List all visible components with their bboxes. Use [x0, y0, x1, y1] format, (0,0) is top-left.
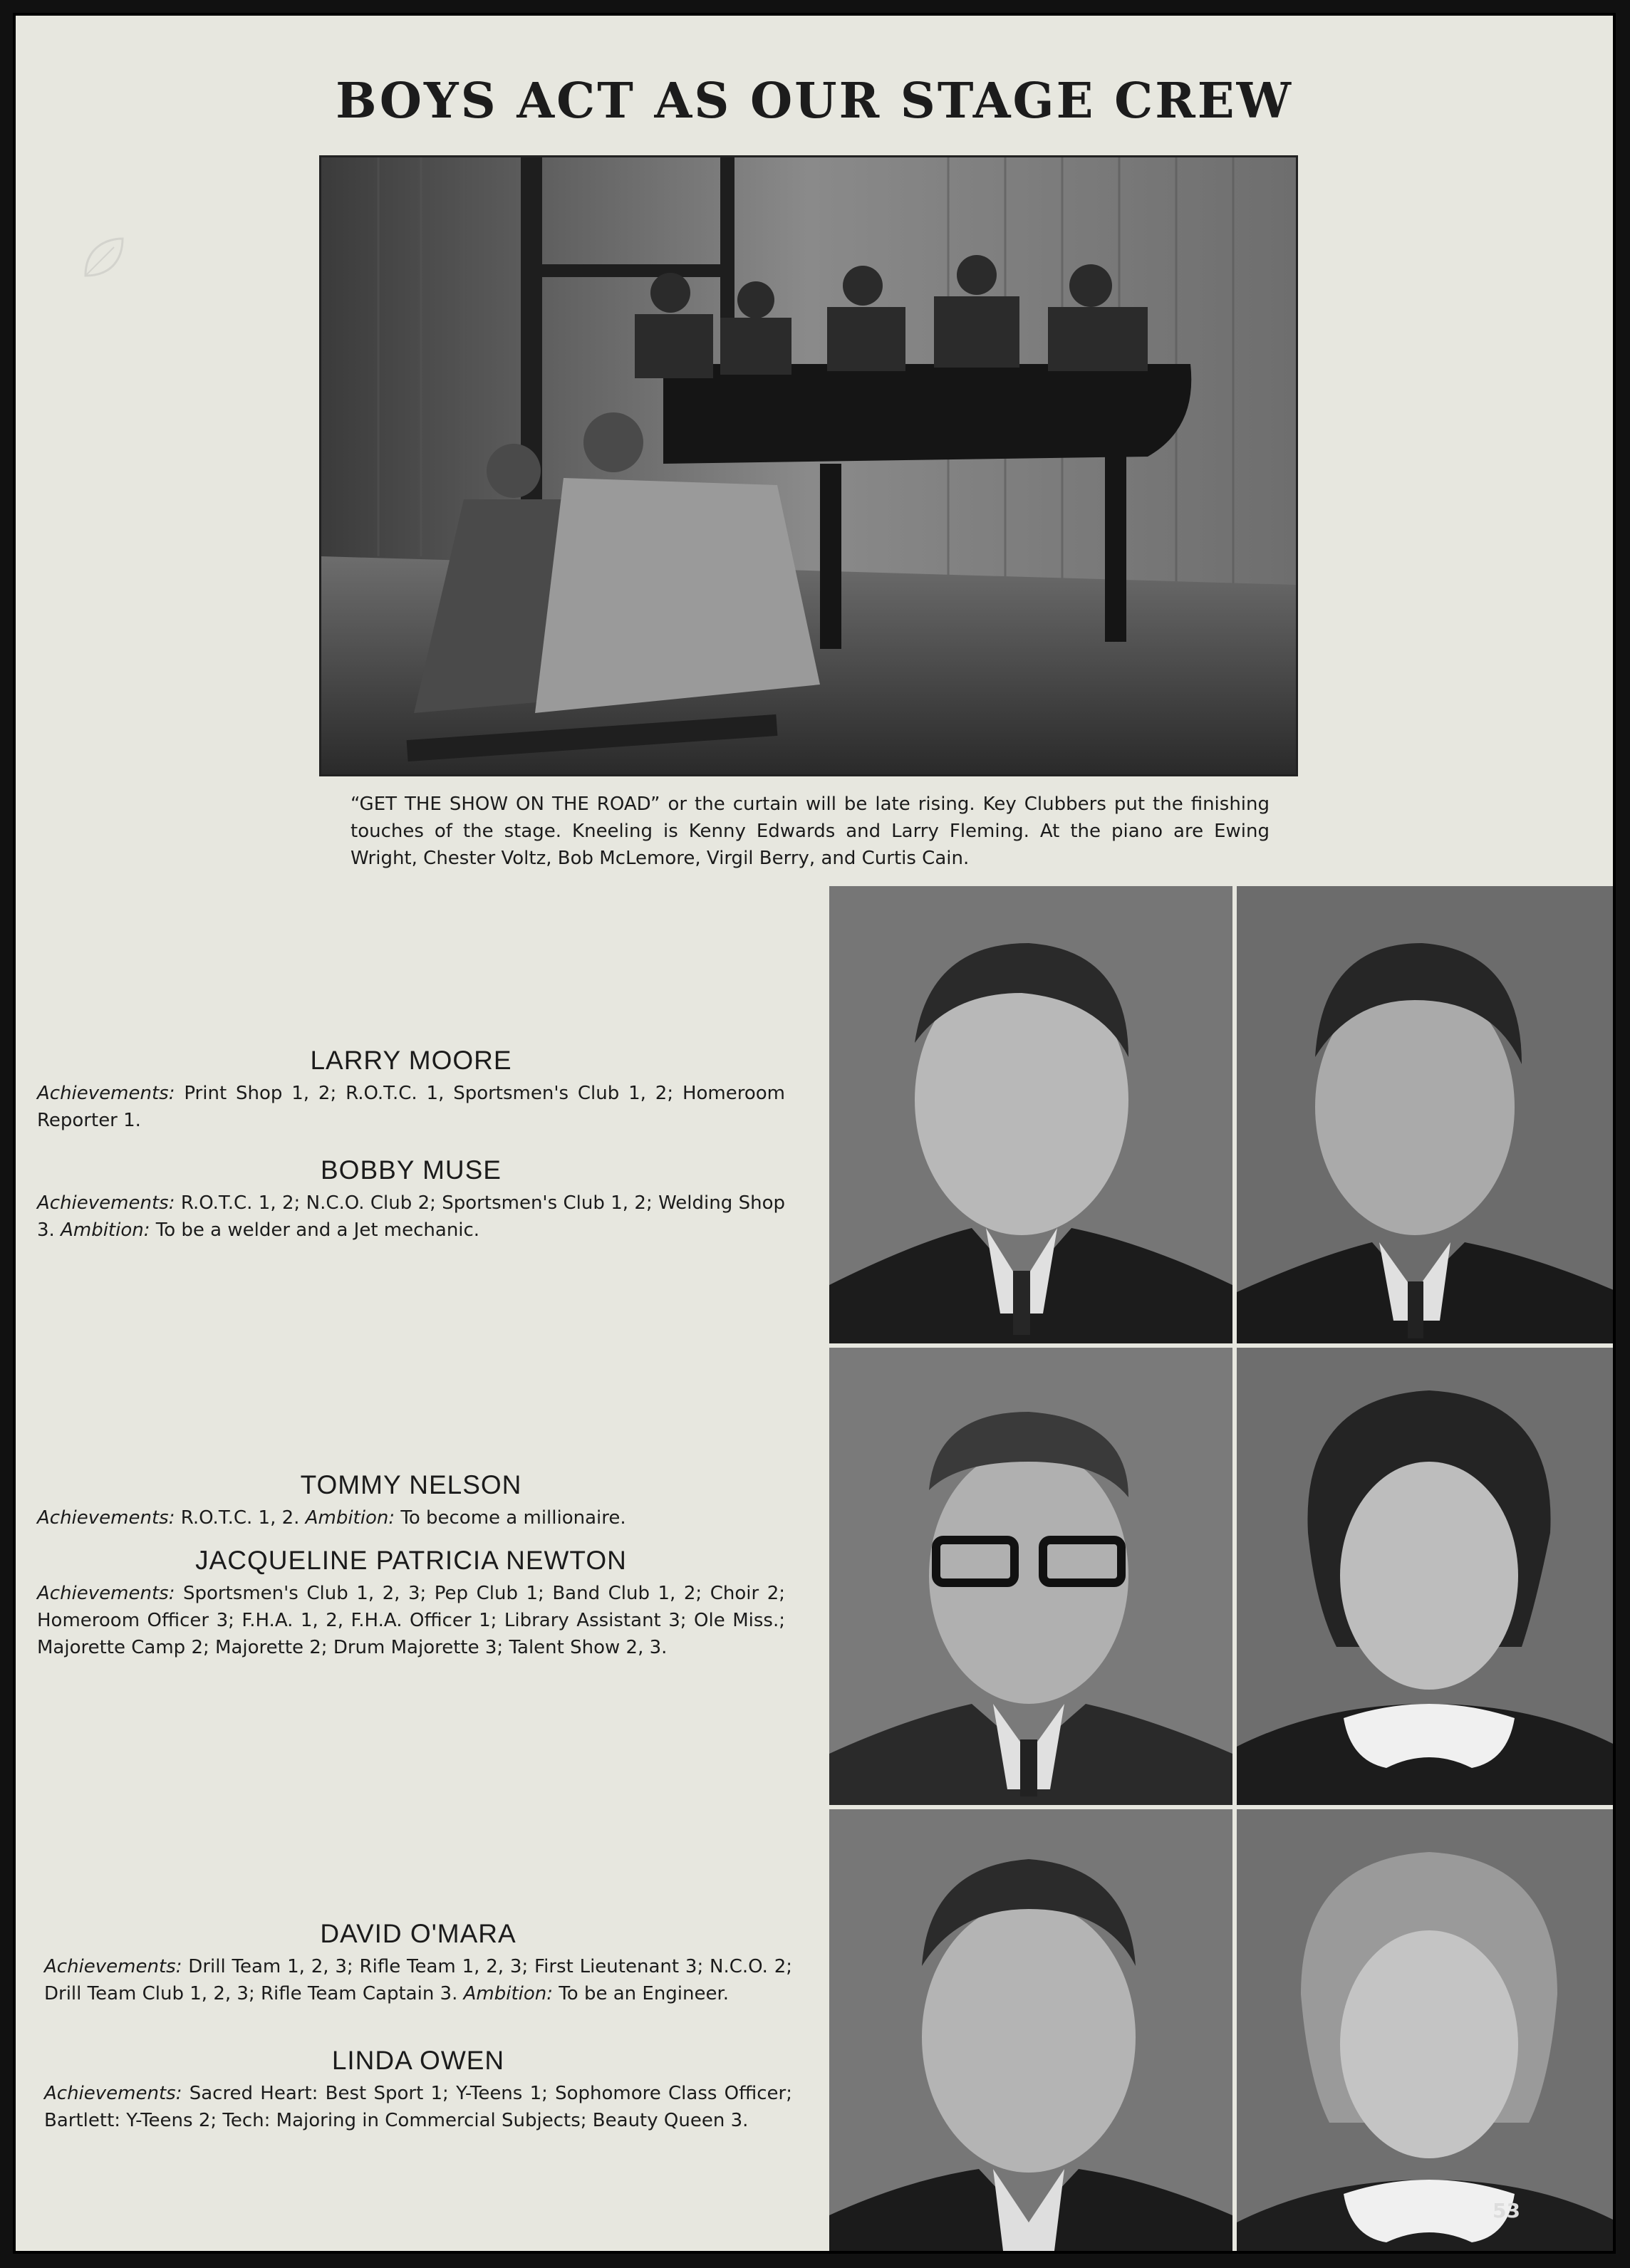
portrait-larry-moore	[829, 886, 1232, 1343]
student-achievements: Achievements: Drill Team 1, 2, 3; Rifle Team 1, 2, 3; First Lieutenant 3; N.C.O. 2; Drill Team Club 1, 2, 3; Rifle Team Captain 3. Ambition: To be an Engineer.	[44, 1956, 792, 2004]
student-achievements: Achievements: Sacred Heart: Best Sport 1; Y-Teens 1; Sophomore Class Officer; Bartlett: Y-Teens 2; Tech: Majoring in Commercial Subjects; Beauty Queen 3.	[44, 2083, 792, 2131]
page-number: 53	[1493, 2199, 1520, 2222]
student-name: BOBBY MUSE	[320, 1155, 502, 1185]
portrait-tommy-nelson	[829, 1348, 1232, 1805]
portrait-david-omara	[829, 1809, 1232, 2254]
portrait-bobby-muse	[1237, 886, 1616, 1343]
stage-crew-photo	[319, 155, 1298, 776]
student-achievements: Achievements: R.O.T.C. 1, 2; N.C.O. Club 2; Sportsmen's Club 1, 2; Welding Shop 3. Ambition: To be a welder and a Jet mechanic.	[37, 1192, 785, 1241]
student-name: DAVID O'MARA	[320, 1919, 516, 1948]
student-entry-jacqueline-newton	[37, 1546, 785, 1661]
student-name: LINDA OWEN	[331, 2046, 505, 2075]
student-entry-tommy-nelson	[37, 1470, 785, 1531]
portrait-jacqueline-newton	[1237, 1348, 1616, 1805]
student-entry-linda-owen	[44, 2046, 792, 2134]
student-name: LARRY MOORE	[310, 1046, 512, 1075]
photo-caption: “GET THE SHOW ON THE ROAD” or the curtain will be late rising. Key Clubbers put the finishing touches of the stage. Kneeling is Kenny Edwards and Larry Fleming. At the piano are Ewing Wright, Chester Voltz, Bob McLemore, Virgil Berry, and Curtis Cain.	[351, 794, 1270, 869]
leaf-watermark-icon	[78, 233, 128, 283]
student-name: JACQUELINE PATRICIA NEWTON	[195, 1546, 627, 1575]
student-entry-david-omara	[44, 1919, 792, 2007]
student-achievements: Achievements: R.O.T.C. 1, 2. Ambition: To become a millionaire.	[37, 1507, 626, 1529]
student-entry-bobby-muse	[37, 1155, 785, 1244]
student-achievements: Achievements: Sportsmen's Club 1, 2, 3; Pep Club 1; Band Club 1, 2; Choir 2; Homeroom Officer 3; F.H.A. 1, 2, F.H.A. Officer 1; Library Assistant 3; Ole Miss.; Majorette Camp 2; Majorette 2; Drum Majorette 3; Talent Show 2, 3.	[37, 1583, 785, 1658]
page-title: BOYS ACT AS OUR STAGE CREW	[336, 73, 1293, 130]
portrait-linda-owen	[1237, 1809, 1616, 2254]
student-entry-larry-moore	[37, 1046, 785, 1134]
yearbook-page	[13, 13, 1616, 2254]
student-achievements: Achievements: Print Shop 1, 2; R.O.T.C. 1, Sportsmen's Club 1, 2; Homeroom Reporter 1.	[37, 1083, 785, 1131]
student-name: TOMMY NELSON	[300, 1470, 522, 1499]
